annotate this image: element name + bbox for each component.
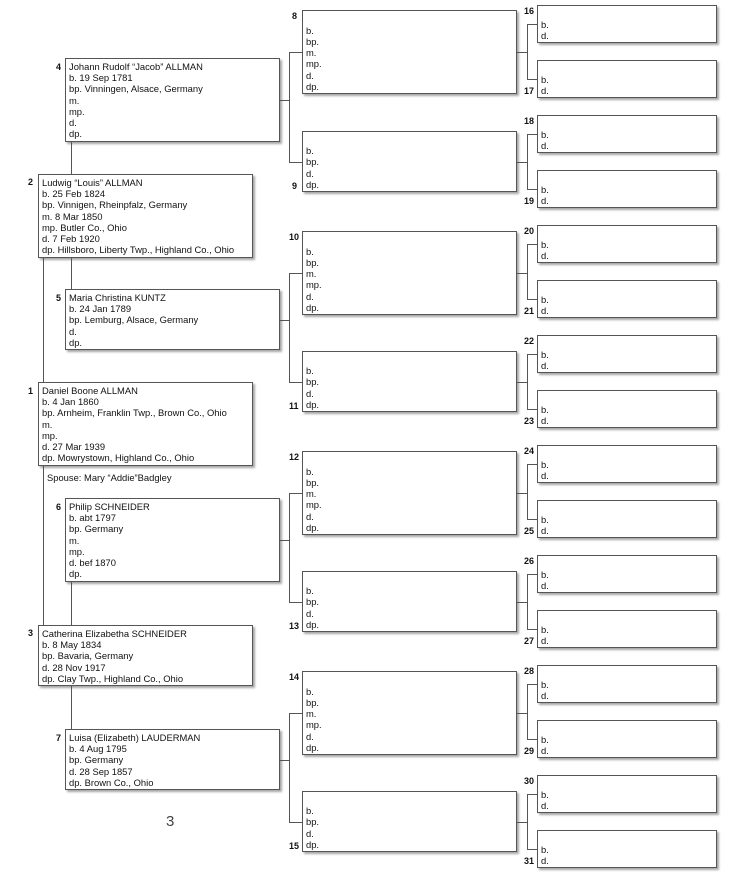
person-field: d. xyxy=(541,414,549,426)
person-field: d. xyxy=(306,730,314,742)
connector-line xyxy=(280,320,289,321)
connector-line xyxy=(527,849,537,850)
person-name: Ludwig “Louis” ALLMAN xyxy=(42,177,143,188)
connector-line xyxy=(527,189,537,190)
person-number: 21 xyxy=(524,306,535,316)
connector-line xyxy=(527,24,528,79)
person-number: 20 xyxy=(524,226,535,236)
connector-line xyxy=(517,713,527,714)
connector-line xyxy=(527,629,537,630)
connector-line xyxy=(289,273,302,274)
person-field: b. xyxy=(541,348,549,360)
person-box-5 xyxy=(65,289,280,350)
person-number: 16 xyxy=(524,6,535,16)
person-field: bp. Bavaria, Germany xyxy=(42,650,134,662)
connector-line xyxy=(527,134,528,189)
person-field: dp. Mowrystown, Highland Co., Ohio xyxy=(42,452,195,464)
connector-line xyxy=(517,382,527,383)
person-field: dp. xyxy=(306,301,320,313)
person-field: d. xyxy=(541,29,549,41)
person-field: mp. xyxy=(69,545,85,557)
person-field: b. xyxy=(541,733,549,745)
person-field: b. xyxy=(306,465,314,477)
person-box-7 xyxy=(65,729,280,790)
person-field: b. xyxy=(541,403,549,415)
person-number: 27 xyxy=(524,636,535,646)
connector-line xyxy=(527,464,537,465)
person-field: dp. xyxy=(69,336,83,348)
person-field: d. xyxy=(541,689,549,701)
person-field: mp. xyxy=(306,58,322,70)
person-field: b. xyxy=(541,568,549,580)
person-number: 13 xyxy=(289,621,300,631)
person-number: 30 xyxy=(524,776,535,786)
person-field: b. xyxy=(541,458,549,470)
person-box-1 xyxy=(38,382,253,466)
person-box-22 xyxy=(537,335,717,373)
person-number: 1 xyxy=(28,386,34,396)
person-box-11 xyxy=(302,351,517,412)
person-field: bp. Germany xyxy=(69,754,124,766)
connector-line xyxy=(289,713,290,822)
person-field: d. xyxy=(306,69,314,81)
person-field: d. xyxy=(541,524,549,536)
connector-line xyxy=(289,713,302,714)
person-box-13 xyxy=(302,571,517,632)
person-field: d. xyxy=(541,799,549,811)
person-box-27 xyxy=(537,610,717,648)
person-number: 15 xyxy=(289,841,300,851)
person-field: b. xyxy=(306,585,314,597)
person-field: dp. Brown Co., Ohio xyxy=(69,776,154,788)
person-field: dp. xyxy=(69,568,83,580)
person-number: 4 xyxy=(56,62,62,72)
person-field: m. 8 Mar 1850 xyxy=(42,210,103,222)
person-field: b. xyxy=(541,788,549,800)
person-field: b. xyxy=(306,685,314,697)
connector-line xyxy=(71,258,72,289)
person-field: dp. xyxy=(69,128,83,140)
person-field: mp. xyxy=(306,279,322,291)
person-field: b. xyxy=(541,238,549,250)
person-field: b. xyxy=(541,183,549,195)
connector-line xyxy=(43,258,44,382)
person-field: dp. xyxy=(306,838,320,850)
connector-line xyxy=(527,244,537,245)
connector-line xyxy=(527,464,528,519)
person-field: b. xyxy=(541,18,549,30)
connector-line xyxy=(289,493,302,494)
person-field: b. xyxy=(306,245,314,257)
connector-line xyxy=(527,684,537,685)
person-field: bp. xyxy=(306,596,320,608)
connector-line xyxy=(517,273,527,274)
person-number: 3 xyxy=(28,628,34,638)
person-field: mp. xyxy=(69,105,85,117)
connector-line xyxy=(527,574,528,629)
person-field: d. 27 Mar 1939 xyxy=(42,441,106,453)
person-box-9 xyxy=(302,131,517,192)
person-number: 28 xyxy=(524,666,535,676)
person-field: mp. xyxy=(306,499,322,511)
connector-line xyxy=(280,100,289,101)
connector-line xyxy=(527,684,528,739)
person-field: d. xyxy=(541,249,549,261)
person-field: m. xyxy=(306,488,317,500)
person-field: m. xyxy=(69,94,80,106)
person-box-20 xyxy=(537,225,717,263)
connector-line xyxy=(289,493,290,602)
person-number: 5 xyxy=(56,293,62,303)
person-field: bp. xyxy=(306,476,320,488)
connector-line xyxy=(527,574,537,575)
person-number: 8 xyxy=(292,11,298,21)
connector-line xyxy=(527,409,537,410)
person-field: bp. xyxy=(306,256,320,268)
person-number: 29 xyxy=(524,746,535,756)
person-number: 10 xyxy=(289,232,300,242)
person-field: bp. Germany xyxy=(69,523,124,535)
person-field: m. xyxy=(42,418,53,430)
connector-line xyxy=(527,519,537,520)
person-field: d. xyxy=(541,84,549,96)
person-field: b. xyxy=(306,145,314,157)
person-field: d. xyxy=(541,634,549,646)
person-box-24 xyxy=(537,445,717,483)
person-field: b. xyxy=(541,128,549,140)
person-number: 9 xyxy=(292,181,298,191)
person-field: d. xyxy=(69,117,77,129)
person-field: dp. Hillsboro, Liberty Twp., Highland Co., Ohio xyxy=(42,244,235,256)
person-number: 6 xyxy=(56,502,62,512)
person-box-17 xyxy=(537,60,717,98)
person-field: d. xyxy=(541,469,549,481)
person-field: bp. xyxy=(306,696,320,708)
person-field: b. xyxy=(306,805,314,817)
connector-line xyxy=(289,52,290,162)
person-field: b. xyxy=(541,513,549,525)
person-field: d. xyxy=(541,139,549,151)
person-box-25 xyxy=(537,500,717,538)
person-box-14 xyxy=(302,671,517,755)
person-field: dp. Clay Twp., Highland Co., Ohio xyxy=(42,672,184,684)
connector-line xyxy=(289,822,302,823)
person-box-8 xyxy=(302,10,517,94)
person-field: b. xyxy=(306,365,314,377)
person-box-21 xyxy=(537,280,717,318)
person-field: bp. Lemburg, Alsace, Germany xyxy=(69,314,199,326)
connector-line xyxy=(527,24,537,25)
connector-line xyxy=(289,162,302,163)
person-box-29 xyxy=(537,720,717,758)
connector-line xyxy=(71,142,72,174)
connector-line xyxy=(527,79,537,80)
person-field: b. abt 1797 xyxy=(69,512,116,524)
person-field: d. xyxy=(306,827,314,839)
person-field: m. xyxy=(69,534,80,546)
person-field: d. xyxy=(306,167,314,179)
person-field: d. 7 Feb 1920 xyxy=(42,233,100,245)
connector-line xyxy=(527,794,528,849)
person-field: b. 8 May 1834 xyxy=(42,639,102,651)
person-name: Johann Rudolf “Jacob” ALLMAN xyxy=(69,61,203,72)
connector-line xyxy=(289,273,290,382)
person-field: m. xyxy=(306,268,317,280)
person-field: bp. xyxy=(306,816,320,828)
connector-line xyxy=(527,794,537,795)
person-field: b. 4 Aug 1795 xyxy=(69,743,127,755)
person-box-26 xyxy=(537,555,717,593)
person-field: b. 24 Jan 1789 xyxy=(69,303,132,315)
person-field: bp. xyxy=(306,156,320,168)
person-number: 14 xyxy=(289,672,300,682)
person-number: 7 xyxy=(56,733,62,743)
connector-line xyxy=(43,466,44,625)
person-field: d. 28 Sep 1857 xyxy=(69,765,133,777)
person-name: Catherina Elizabetha SCHNEIDER xyxy=(42,628,187,639)
person-number: 24 xyxy=(524,446,535,456)
person-box-15 xyxy=(302,791,517,852)
spouse-label: Spouse: Mary “Addie”Badgley xyxy=(47,472,172,483)
person-field: m. xyxy=(306,47,317,59)
person-box-3 xyxy=(38,625,253,686)
person-number: 2 xyxy=(28,177,34,187)
connector-line xyxy=(280,760,289,761)
person-field: dp. xyxy=(306,398,320,410)
person-field: b. xyxy=(541,678,549,690)
connector-line xyxy=(527,739,537,740)
person-number: 22 xyxy=(524,336,535,346)
person-name: Daniel Boone ALLMAN xyxy=(42,385,138,396)
connector-line xyxy=(280,540,289,541)
connector-line xyxy=(289,52,302,53)
person-field: mp. xyxy=(42,429,58,441)
person-name: Luisa (Elizabeth) LAUDERMAN xyxy=(69,732,201,743)
connector-line xyxy=(289,382,302,383)
person-box-16 xyxy=(537,5,717,43)
person-number: 26 xyxy=(524,556,535,566)
person-name: Philip SCHNEIDER xyxy=(69,501,150,512)
connector-line xyxy=(527,354,537,355)
person-field: bp. xyxy=(306,35,320,47)
person-box-10 xyxy=(302,231,517,315)
connector-line xyxy=(71,686,72,729)
person-field: b. 25 Feb 1824 xyxy=(42,188,106,200)
person-box-18 xyxy=(537,115,717,153)
person-field: d. xyxy=(541,304,549,316)
person-box-28 xyxy=(537,665,717,703)
connector-line xyxy=(517,162,527,163)
person-field: dp. xyxy=(306,521,320,533)
person-field: bp. xyxy=(306,376,320,388)
person-box-4 xyxy=(65,58,280,142)
person-field: b. xyxy=(541,843,549,855)
person-box-31 xyxy=(537,830,717,868)
person-field: b. 19 Sep 1781 xyxy=(69,72,133,84)
person-field: bp. Arnheim, Franklin Twp., Brown Co., Ohio xyxy=(42,407,227,419)
person-number: 18 xyxy=(524,116,535,126)
person-box-12 xyxy=(302,451,517,535)
person-field: dp. xyxy=(306,80,320,92)
person-number: 31 xyxy=(524,856,535,866)
connector-line xyxy=(527,354,528,409)
connector-line xyxy=(517,493,527,494)
person-field: d. xyxy=(306,607,314,619)
person-field: b. xyxy=(541,73,549,85)
person-field: b. xyxy=(541,293,549,305)
person-field: d. bef 1870 xyxy=(69,557,116,569)
person-name: Maria Christina KUNTZ xyxy=(69,292,166,303)
person-field: b. xyxy=(306,24,314,36)
connector-line xyxy=(289,602,302,603)
connector-line xyxy=(527,244,528,299)
connector-line xyxy=(517,52,527,53)
person-number: 11 xyxy=(289,401,299,411)
person-field: b. 4 Jan 1860 xyxy=(42,396,99,408)
person-box-30 xyxy=(537,775,717,813)
person-number: 23 xyxy=(524,416,535,426)
person-field: d. xyxy=(69,325,77,337)
person-number: 19 xyxy=(524,196,535,206)
person-field: m. xyxy=(306,708,317,720)
connector-line xyxy=(517,822,527,823)
person-field: d. xyxy=(306,510,314,522)
person-field: dp. xyxy=(306,741,320,753)
person-number: 12 xyxy=(289,452,300,462)
person-field: d. xyxy=(541,744,549,756)
person-field: d. 28 Nov 1917 xyxy=(42,661,106,673)
connector-line xyxy=(527,299,537,300)
person-field: bp. Vinningen, Alsace, Germany xyxy=(69,83,203,95)
person-field: dp. xyxy=(306,618,320,630)
connector-line xyxy=(71,582,72,625)
person-field: mp. xyxy=(306,719,322,731)
person-field: d. xyxy=(541,579,549,591)
person-box-6 xyxy=(65,498,280,582)
person-number: 17 xyxy=(524,86,535,96)
person-field: b. xyxy=(541,623,549,635)
person-field: d. xyxy=(541,194,549,206)
person-box-23 xyxy=(537,390,717,428)
person-field: d. xyxy=(541,359,549,371)
person-field: d. xyxy=(541,854,549,866)
person-box-2 xyxy=(38,174,253,258)
person-field: dp. xyxy=(306,178,320,190)
connector-line xyxy=(517,602,527,603)
page-number: 3 xyxy=(166,813,175,830)
person-field: bp. Vinnigen, Rheinpfalz, Germany xyxy=(42,199,188,211)
person-field: d. xyxy=(306,387,314,399)
connector-line xyxy=(527,134,537,135)
person-field: d. xyxy=(306,290,314,302)
person-number: 25 xyxy=(524,526,535,536)
person-box-19 xyxy=(537,170,717,208)
person-field: mp. Butler Co., Ohio xyxy=(42,221,127,233)
